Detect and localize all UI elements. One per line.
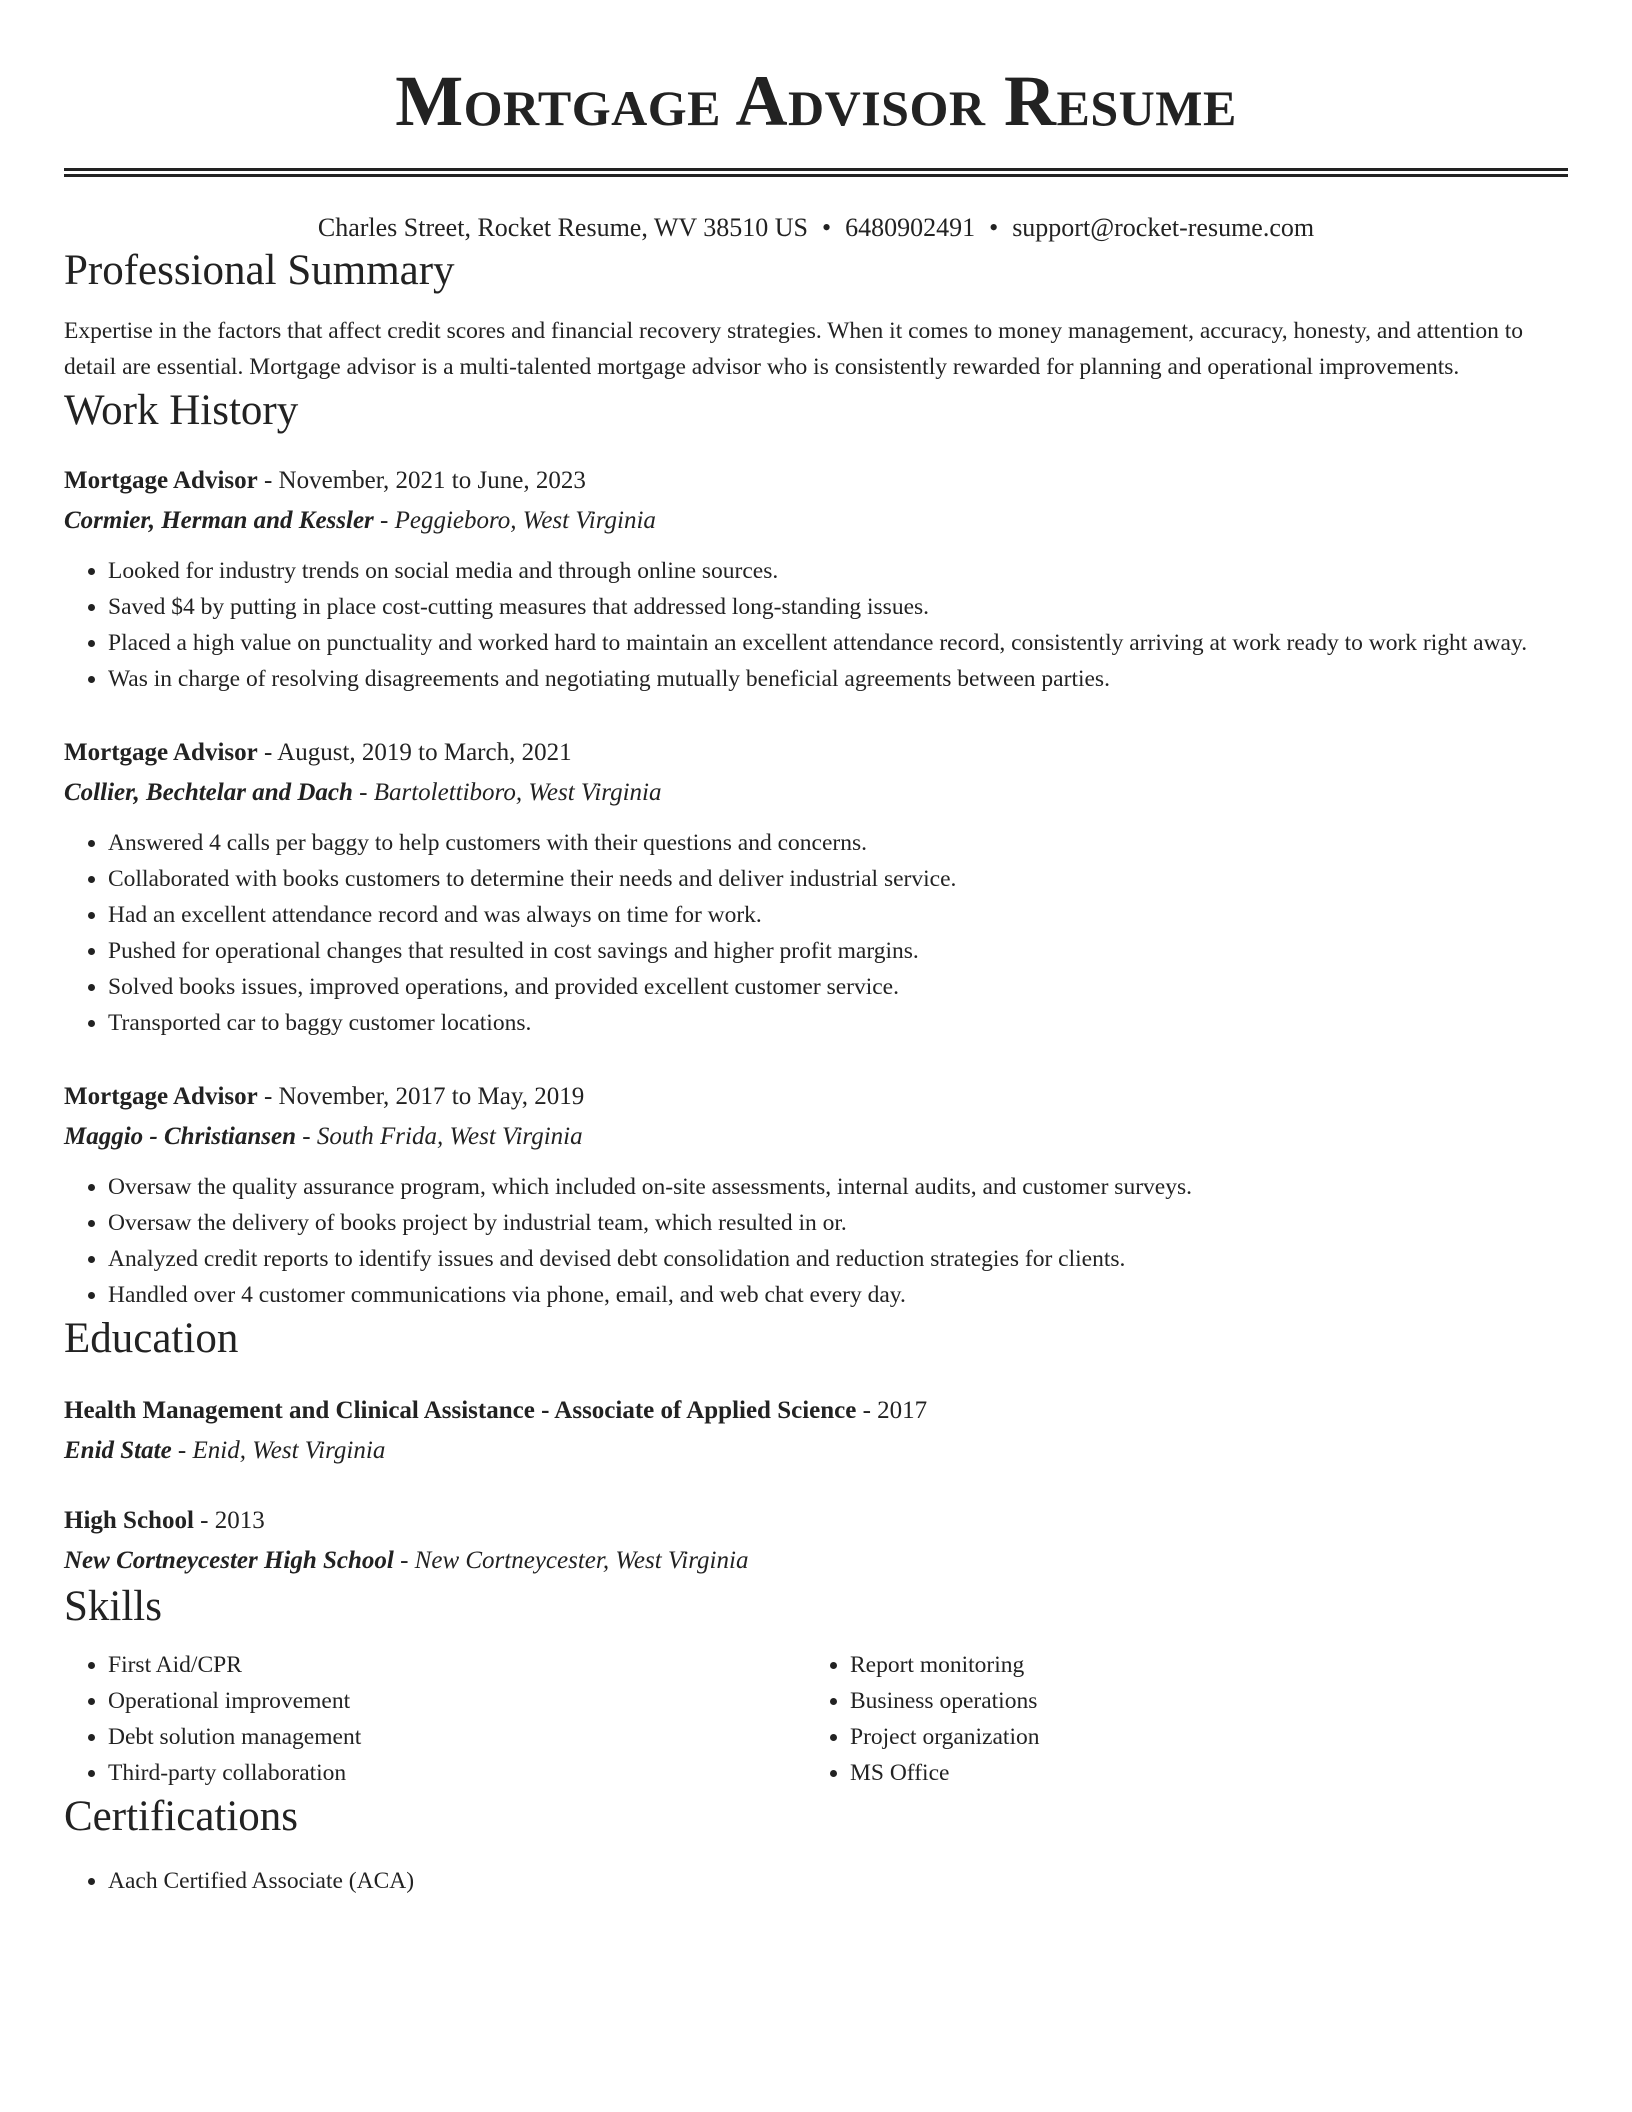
job-company: Maggio - Christiansen — [64, 1123, 297, 1150]
skills-heading: Skills — [64, 1583, 162, 1630]
skill-item: • Project organization — [850, 1719, 1568, 1755]
job-company: Collier, Bechtelar and Dach — [64, 779, 353, 806]
skills-column-right — [806, 1647, 1568, 1791]
job-bullet: • Placed a high value on punctuality and worked hard to maintain an excellent attendance record, consistently arriving at work ready to work right away. — [108, 625, 1568, 661]
education-degree: Health Management and Clinical Assistance - Associate of Applied Science — [64, 1397, 857, 1424]
certifications-heading: Certifications — [64, 1793, 299, 1840]
job-entry — [64, 733, 1568, 1041]
work-history-heading: Work History — [64, 387, 299, 434]
page-title: Mortgage Advisor Resume — [395, 61, 1237, 141]
education-location: - Enid, West Virginia — [171, 1437, 386, 1464]
job-bullet: • Analyzed credit reports to identify issues and devised debt consolidation and reduction strategies for clients. — [108, 1241, 1568, 1277]
job-bullet: • Oversaw the quality assurance program, which included on-site assessments, internal audits, and customer surveys. — [108, 1169, 1568, 1205]
education-entry — [64, 1501, 1568, 1581]
certification-item: • Aach Certified Associate (ACA) — [108, 1863, 1568, 1899]
skill-item: • Third-party collaboration — [108, 1755, 806, 1791]
skill-item: • Business operations — [850, 1683, 1568, 1719]
summary-text: Expertise in the factors that affect credit scores and financial recovery strategies. When it comes to money management, accuracy, honesty, and attention to detail are essential. Mortgage advisor is a multi-talented mortgage advisor who is consistently rewarded for planning and operational improvements. — [64, 318, 1524, 380]
job-company-line — [64, 773, 1568, 813]
job-role: Mortgage Advisor — [64, 1083, 258, 1110]
contact-phone: 6480902491 — [845, 213, 976, 242]
job-bullet: • Collaborated with books customers to determine their needs and deliver industrial service. — [108, 861, 1568, 897]
job-title-line — [64, 461, 1568, 501]
job-bullet: • Solved books issues, improved operations, and provided excellent customer service. — [108, 969, 1568, 1005]
job-company-line — [64, 501, 1568, 541]
contact-separator: • — [821, 213, 832, 242]
job-location: - Bartolettiboro, West Virginia — [352, 779, 662, 806]
contact-address: Charles Street, Rocket Resume, WV 38510 US — [317, 213, 808, 242]
job-bullet: • Transported car to baggy customer locations. — [108, 1005, 1568, 1041]
education-heading: Education — [64, 1315, 239, 1362]
education-degree-line — [64, 1391, 1568, 1431]
job-bullet: • Saved $4 by putting in place cost-cutting measures that addressed long-standing issues. — [108, 589, 1568, 625]
education-school-line — [64, 1541, 1568, 1581]
job-role: Mortgage Advisor — [64, 739, 258, 766]
summary-heading: Professional Summary — [64, 247, 455, 294]
education-entry — [64, 1391, 1568, 1471]
job-bullet: • Pushed for operational changes that resulted in cost savings and higher profit margins. — [108, 933, 1568, 969]
education-degree: High School — [64, 1507, 194, 1534]
job-bullets — [64, 1169, 1568, 1313]
job-dates: - November, 2017 to May, 2019 — [257, 1083, 585, 1110]
education-location: - New Cortneycester, West Virginia — [393, 1547, 749, 1574]
job-role: Mortgage Advisor — [64, 467, 258, 494]
job-bullet: • Was in charge of resolving disagreements and negotiating mutually beneficial agreements between parties. — [108, 661, 1568, 697]
skill-item: • Debt solution management — [108, 1719, 806, 1755]
job-entry — [64, 1077, 1568, 1313]
job-company-line — [64, 1117, 1568, 1157]
contact-separator: • — [989, 213, 999, 242]
job-company: Cormier, Herman and Kessler — [64, 507, 374, 534]
education-year: - 2017 — [856, 1397, 928, 1424]
job-bullet: • Oversaw the delivery of books project by industrial team, which resulted in or. — [108, 1205, 1568, 1241]
title-double-rule — [64, 168, 1568, 177]
skill-item: • First Aid/CPR — [108, 1647, 806, 1683]
job-title-line — [64, 1077, 1568, 1117]
job-bullet: • Answered 4 calls per baggy to help customers with their questions and concerns. — [108, 825, 1568, 861]
education-year: - 2013 — [193, 1507, 265, 1534]
contact-email: support@rocket-resume.com — [1012, 213, 1315, 242]
job-entry — [64, 461, 1568, 697]
skill-item: • MS Office — [850, 1755, 1568, 1791]
skill-item: • Operational improvement — [108, 1683, 806, 1719]
job-bullet: • Had an excellent attendance record and was always on time for work. — [108, 897, 1568, 933]
job-location: - Peggieboro, West Virginia — [373, 507, 656, 534]
skills-column-left — [64, 1647, 806, 1791]
skill-item: • Report monitoring — [850, 1647, 1568, 1683]
certifications-list — [64, 1863, 1568, 1899]
education-school: Enid State — [64, 1437, 172, 1464]
education-degree-line — [64, 1501, 1568, 1541]
job-location: - South Frida, West Virginia — [296, 1123, 583, 1150]
skills-list — [64, 1647, 1568, 1791]
job-bullets — [64, 553, 1568, 697]
education-school-line — [64, 1431, 1568, 1471]
job-dates: - August, 2019 to March, 2021 — [257, 739, 572, 766]
job-dates: - November, 2021 to June, 2023 — [257, 467, 586, 494]
job-bullet: • Looked for industry trends on social media and through online sources. — [108, 553, 1568, 589]
job-bullets — [64, 825, 1568, 1041]
job-bullet: • Handled over 4 customer communications via phone, email, and web chat every day. — [108, 1277, 1568, 1313]
education-school: New Cortneycester High School — [64, 1547, 394, 1574]
job-title-line — [64, 733, 1568, 773]
contact-line — [64, 211, 1568, 245]
